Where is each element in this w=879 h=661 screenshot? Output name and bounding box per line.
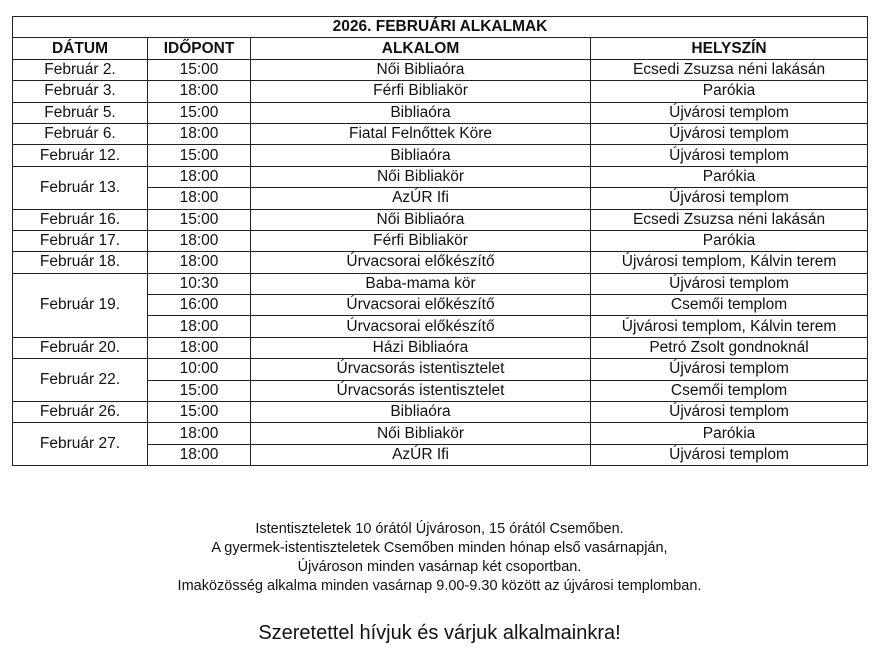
place-cell: Újvárosi templom xyxy=(591,273,868,294)
date-cell: Február 13. xyxy=(13,166,148,209)
note-line: A gyermek-istentiszteletek Csemőben minden hónap első vasárnapján, xyxy=(211,540,668,556)
place-cell: Újvárosi templom, Kálvin terem xyxy=(591,252,868,273)
event-cell: Baba-mama kör xyxy=(251,273,591,294)
date-cell: Február 3. xyxy=(13,81,148,102)
place-cell: Ecsedi Zsuzsa néni lakásán xyxy=(591,59,868,80)
date-cell: Február 18. xyxy=(13,252,148,273)
time-cell: 18:00 xyxy=(148,188,251,209)
table-row xyxy=(13,59,868,80)
place-cell: Parókia xyxy=(591,166,868,187)
place-cell: Petró Zsolt gondnoknál xyxy=(591,337,868,358)
event-cell: Házi Bibliaóra xyxy=(251,337,591,358)
date-cell: Február 2. xyxy=(13,59,148,80)
date-cell: Február 16. xyxy=(13,209,148,230)
time-cell: 10:30 xyxy=(148,273,251,294)
time-cell: 18:00 xyxy=(148,81,251,102)
place-cell: Újvárosi templom xyxy=(591,402,868,423)
date-cell: Február 12. xyxy=(13,145,148,166)
table-row xyxy=(13,209,868,230)
table-row xyxy=(13,402,868,423)
header-event: ALKALOM xyxy=(251,38,591,59)
event-cell: Férfi Bibliakör xyxy=(251,230,591,251)
event-cell: Női Bibliakör xyxy=(251,166,591,187)
header-time: IDŐPONT xyxy=(148,38,251,59)
place-cell: Parókia xyxy=(591,423,868,444)
time-cell: 18:00 xyxy=(148,166,251,187)
event-cell: Női Bibliaóra xyxy=(251,209,591,230)
table-row xyxy=(13,230,868,251)
date-cell: Február 17. xyxy=(13,230,148,251)
time-cell: 18:00 xyxy=(148,316,251,337)
date-cell: Február 5. xyxy=(13,102,148,123)
time-cell: 15:00 xyxy=(148,102,251,123)
event-cell: Női Bibliakör xyxy=(251,423,591,444)
header-row xyxy=(13,38,868,59)
time-cell: 16:00 xyxy=(148,295,251,316)
date-cell: Február 26. xyxy=(13,402,148,423)
table-row xyxy=(13,145,868,166)
event-cell: AzÚR Ifi xyxy=(251,444,591,465)
place-cell: Csemői templom xyxy=(591,380,868,401)
time-cell: 15:00 xyxy=(148,402,251,423)
place-cell: Parókia xyxy=(591,81,868,102)
time-cell: 18:00 xyxy=(148,337,251,358)
event-cell: Úrvacsorai előkészítő xyxy=(251,295,591,316)
time-cell: 15:00 xyxy=(148,145,251,166)
event-cell: Úrvacsorás istentisztelet xyxy=(251,380,591,401)
event-cell: Úrvacsorás istentisztelet xyxy=(251,359,591,380)
title-row xyxy=(13,17,868,38)
event-cell: AzÚR Ifi xyxy=(251,188,591,209)
table-row xyxy=(13,359,868,380)
time-cell: 10:00 xyxy=(148,359,251,380)
table-title: 2026. FEBRUÁRI ALKALMAK xyxy=(13,17,868,38)
event-cell: Férfi Bibliakör xyxy=(251,81,591,102)
schedule-body xyxy=(13,59,868,465)
table-row xyxy=(13,81,868,102)
time-cell: 15:00 xyxy=(148,59,251,80)
date-cell: Február 6. xyxy=(13,123,148,144)
closing-message: Szeretettel hívjuk és várjuk alkalmainkra! xyxy=(258,622,621,644)
place-cell: Újvárosi templom xyxy=(591,444,868,465)
table-row xyxy=(13,102,868,123)
place-cell: Újvárosi templom xyxy=(591,102,868,123)
place-cell: Újvárosi templom, Kálvin terem xyxy=(591,316,868,337)
event-cell: Úrvacsorai előkészítő xyxy=(251,316,591,337)
time-cell: 18:00 xyxy=(148,123,251,144)
time-cell: 18:00 xyxy=(148,444,251,465)
event-cell: Bibliaóra xyxy=(251,402,591,423)
table-row xyxy=(13,252,868,273)
header-date: DÁTUM xyxy=(13,38,148,59)
time-cell: 18:00 xyxy=(148,423,251,444)
date-cell: Február 19. xyxy=(13,273,148,337)
table-row xyxy=(13,166,868,187)
place-cell: Parókia xyxy=(591,230,868,251)
event-cell: Női Bibliaóra xyxy=(251,59,591,80)
time-cell: 18:00 xyxy=(148,252,251,273)
table-row xyxy=(13,123,868,144)
table-row xyxy=(13,423,868,444)
time-cell: 15:00 xyxy=(148,380,251,401)
notes xyxy=(0,520,879,596)
schedule-table xyxy=(12,16,868,466)
time-cell: 18:00 xyxy=(148,230,251,251)
place-cell: Újvárosi templom xyxy=(591,123,868,144)
note-line: Újvároson minden vasárnap két csoportban. xyxy=(297,559,582,575)
header-place: HELYSZÍN xyxy=(591,38,868,59)
table-row xyxy=(13,273,868,294)
event-cell: Fiatal Felnőttek Köre xyxy=(251,123,591,144)
date-cell: Február 20. xyxy=(13,337,148,358)
place-cell: Újvárosi templom xyxy=(591,188,868,209)
date-cell: Február 22. xyxy=(13,359,148,402)
place-cell: Csemői templom xyxy=(591,295,868,316)
event-cell: Bibliaóra xyxy=(251,145,591,166)
note-line: Imaközösség alkalma minden vasárnap 9.00-9.30 között az újvárosi templomban. xyxy=(177,578,702,594)
table-row xyxy=(13,337,868,358)
place-cell: Újvárosi templom xyxy=(591,359,868,380)
time-cell: 15:00 xyxy=(148,209,251,230)
note-line: Istentiszteletek 10 órától Újvároson, 15 órától Csemőben. xyxy=(255,521,624,537)
place-cell: Újvárosi templom xyxy=(591,145,868,166)
event-cell: Bibliaóra xyxy=(251,102,591,123)
date-cell: Február 27. xyxy=(13,423,148,466)
event-cell: Úrvacsorai előkészítő xyxy=(251,252,591,273)
place-cell: Ecsedi Zsuzsa néni lakásán xyxy=(591,209,868,230)
